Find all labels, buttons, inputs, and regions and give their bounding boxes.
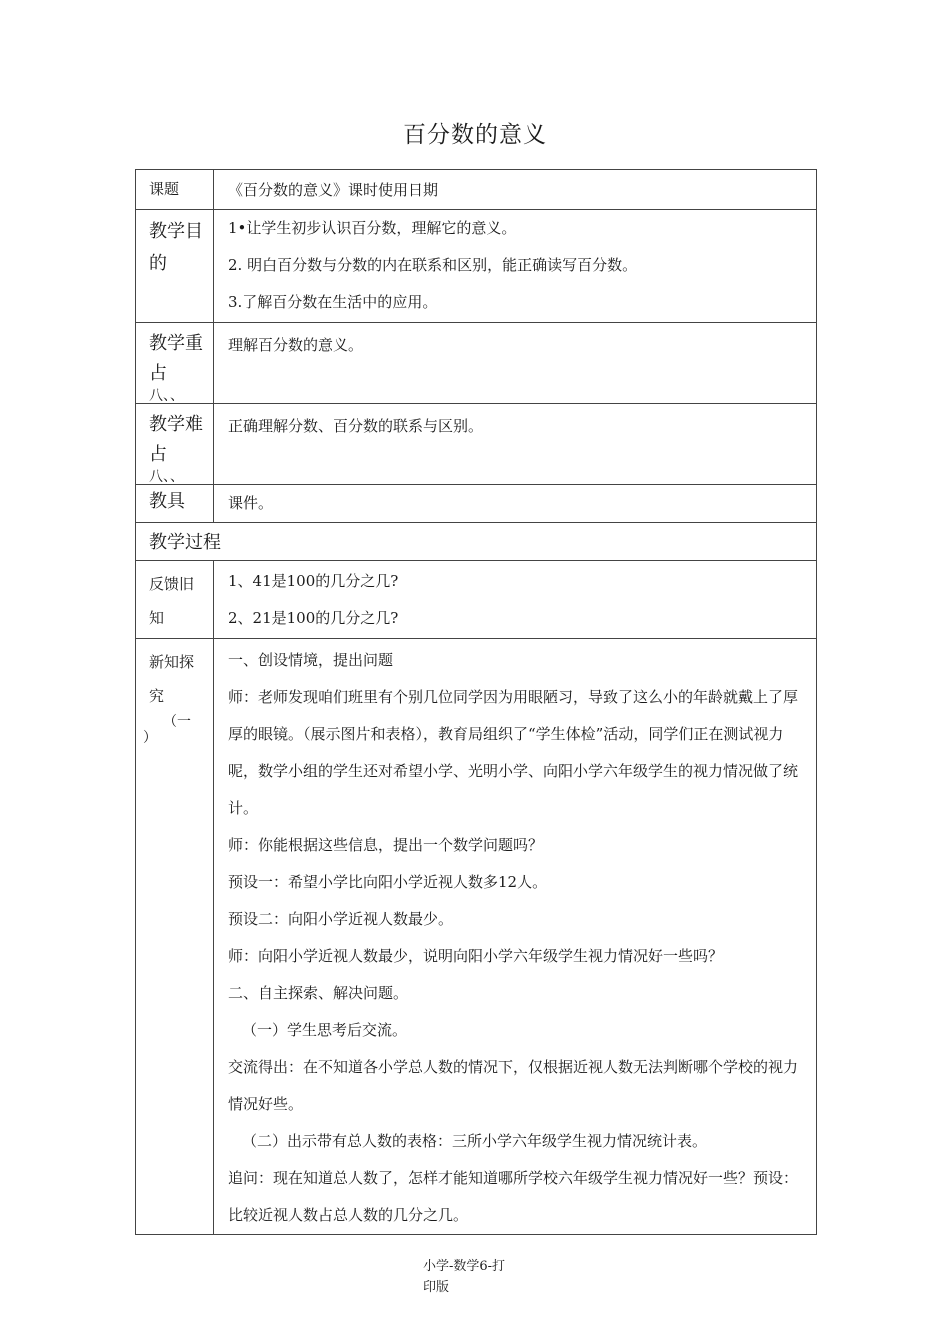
label-line: 教学重 bbox=[149, 333, 203, 354]
list-item: 2、21是100的几分之几? bbox=[228, 609, 399, 627]
paragraph: （一）学生思考后交流。 bbox=[242, 1021, 408, 1039]
label-line: 的 bbox=[149, 253, 167, 274]
label-line: 占 bbox=[149, 444, 167, 465]
section-heading-process: 教学过程 bbox=[149, 532, 221, 553]
label-sub: ） bbox=[143, 730, 157, 746]
label-aids: 教具 bbox=[149, 491, 185, 512]
label-line: 新知探 bbox=[149, 653, 195, 671]
label-difficulties bbox=[136, 404, 213, 484]
list-item: 1、41是100的几分之几? bbox=[228, 572, 399, 590]
footer-line: 小学-数学6-打 bbox=[423, 1259, 506, 1274]
paragraph: 一、创设情境，提出问题 bbox=[228, 651, 394, 669]
label-sub: （一 bbox=[163, 714, 191, 730]
paragraph: 预设二：向阳小学近视人数最少。 bbox=[228, 910, 454, 928]
table-row-topic bbox=[136, 170, 817, 210]
paragraph: 师：老师发现咱们班里有个别几位同学因为用眼陋习，导致了这么小的年龄就戴上了厚厚的眼镜。（展示图片和表格），教育局组织了“学生体检”活动，同学们正在测试视力呢，数学小组的学生还对希望小学、光明小学、向阳小学六年级学生的视力情况做了统计。 bbox=[228, 688, 799, 817]
content-objectives bbox=[214, 210, 816, 321]
table-row-aids bbox=[136, 485, 817, 523]
page-title: 百分数的意义 bbox=[403, 122, 547, 148]
content-explore bbox=[214, 639, 816, 1234]
label-line: 知 bbox=[149, 609, 165, 627]
table-row-key-points bbox=[136, 323, 817, 404]
content-review bbox=[214, 561, 816, 637]
paragraph: 预设一：希望小学比向阳小学近视人数多12人。 bbox=[228, 873, 548, 891]
page-footer bbox=[423, 1256, 505, 1298]
table-row-difficulties bbox=[136, 404, 817, 485]
label-tail: 八、、 bbox=[149, 388, 184, 404]
lesson-plan-table bbox=[135, 169, 817, 1235]
label-line: 教学目 bbox=[149, 221, 203, 242]
table-row-process bbox=[136, 523, 817, 561]
content-topic: 《百分数的意义》课时使用日期 bbox=[228, 181, 439, 199]
label-line: 占 bbox=[149, 363, 167, 384]
list-item: 2. 明白百分数与分数的内在联系和区别，能正确读写百分数。 bbox=[228, 256, 638, 274]
table-row-explore bbox=[136, 639, 817, 1235]
label-line: 反馈旧 bbox=[149, 575, 195, 593]
label-tail: 八、、 bbox=[149, 469, 184, 485]
paragraph: 追问：现在知道总人数了，怎样才能知道哪所学校六年级学生视力情况好一些？预设：比较近视人数占总人数的几分之几。 bbox=[228, 1169, 799, 1224]
paragraph: 师：向阳小学近视人数最少，说明向阳小学六年级学生视力情况好一些吗？ bbox=[228, 947, 724, 965]
label-topic: 课题 bbox=[149, 180, 180, 198]
footer-line: 印版 bbox=[423, 1280, 450, 1295]
content-key-points: 理解百分数的意义。 bbox=[228, 336, 364, 354]
label-explore bbox=[136, 639, 213, 745]
paragraph: 师：你能根据这些信息，提出一个数学问题吗？ bbox=[228, 836, 544, 854]
content-aids: 课件。 bbox=[228, 494, 274, 512]
list-item: 1•让学生初步认识百分数，理解它的意义。 bbox=[228, 219, 517, 237]
table-row-review bbox=[136, 561, 817, 639]
label-line: 教学难 bbox=[149, 414, 203, 435]
list-item: 3.了解百分数在生活中的应用。 bbox=[228, 293, 438, 311]
table-row-objectives bbox=[136, 210, 817, 323]
content-difficulties: 正确理解分数、百分数的联系与区别。 bbox=[228, 417, 484, 435]
paragraph: （二）出示带有总人数的表格：三所小学六年级学生视力情况统计表。 bbox=[242, 1132, 708, 1150]
paragraph: 二、自主探索、解决问题。 bbox=[228, 984, 409, 1002]
label-objectives bbox=[136, 210, 213, 280]
paragraph: 交流得出：在不知道各小学总人数的情况下，仅根据近视人数无法判断哪个学校的视力情况好些。 bbox=[228, 1058, 799, 1113]
label-line: 究 bbox=[149, 687, 165, 705]
label-key-points bbox=[136, 323, 213, 403]
label-review bbox=[136, 561, 213, 635]
